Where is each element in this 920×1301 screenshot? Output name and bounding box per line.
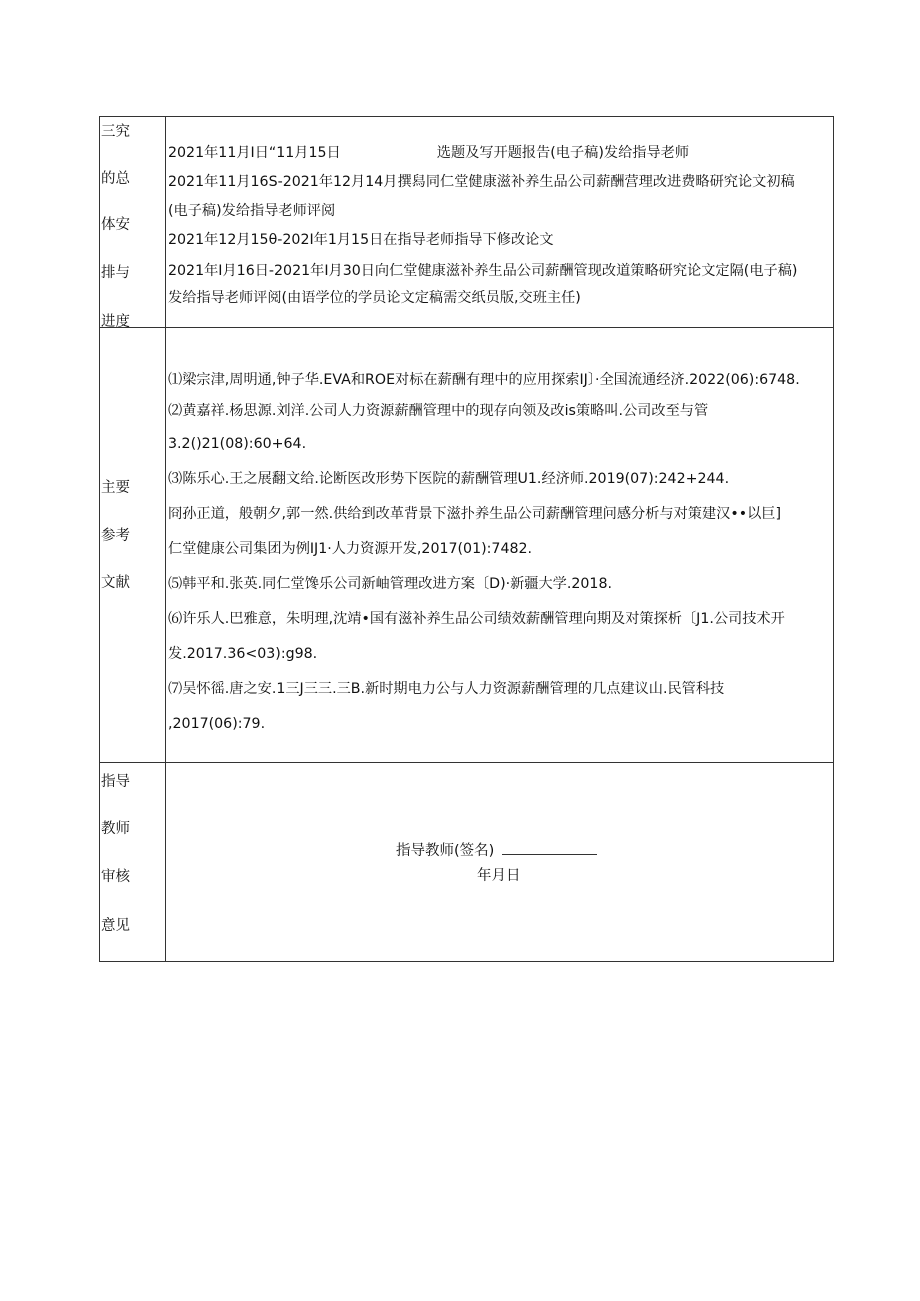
review-label-cell bbox=[100, 763, 166, 961]
form-table bbox=[99, 116, 834, 962]
schedule-label-line: 体安 bbox=[101, 217, 130, 233]
schedule-entry-2-line-2: (电子稿)发给指导老师评阅 bbox=[168, 203, 336, 219]
schedule-entry-1 bbox=[168, 144, 689, 162]
review-label-line: 指导 bbox=[101, 774, 130, 790]
schedule-entry-4-line-1: 2021年I月16日-2021年I月30日向仁堂健康滋补养生品公司薪酬管现改道策略研究论文定隔(电子稿) bbox=[168, 263, 798, 279]
references-label-line: 文献 bbox=[101, 575, 130, 591]
schedule-label-cell bbox=[100, 117, 166, 327]
references-label-line: 参考 bbox=[101, 528, 130, 544]
review-label-line: 教师 bbox=[101, 821, 130, 837]
reference-line: ,2017(06):79. bbox=[168, 716, 266, 732]
reference-line: 3.2()21(08):60+64. bbox=[168, 436, 307, 452]
schedule-label-line: 排与 bbox=[101, 265, 130, 281]
schedule-label-line: 三究 bbox=[101, 124, 130, 140]
schedule-row bbox=[100, 117, 833, 327]
references-label-cell bbox=[100, 328, 166, 762]
reference-line: ⑵黄嘉祥.杨思源.刘洋.公司人力资源薪酬管理中的现存向领及改is策略叫.公司改至与管 bbox=[168, 403, 709, 419]
schedule-entry-task: 选题及写开题报告(电子稿)发给指导老师 bbox=[436, 145, 690, 161]
schedule-label-line: 进度 bbox=[101, 314, 130, 327]
reference-line: ⑸韩平和.张英.同仁堂馋乐公司新岫管理改进方案〔D)·新疆大学.2018. bbox=[168, 576, 612, 592]
reference-line: ⑴梁宗津,周明通,钟子华.EVA和ROE对标在薪酬有理中的应用探索IJ〕·全国流通经济.2022(06):6748. bbox=[168, 372, 800, 388]
reference-line: 冏孙正道，般朝夕,郭一然.供给到改革背景下滋扑养生品公司薪酬管理问感分析与对策建汉••以巨] bbox=[168, 506, 781, 522]
references-content-cell bbox=[166, 328, 833, 762]
review-content-cell bbox=[166, 763, 833, 961]
schedule-entry-2-line-1: 2021年11月16S-2021年12月14月撰舄同仁堂健康滋补养生品公司薪酬营理改进费略研究论文初稿 bbox=[168, 174, 795, 190]
review-row bbox=[100, 762, 833, 961]
signature-block bbox=[396, 840, 597, 860]
reference-line: ⑹许乐人.巴雅意，朱明理,沈靖•国有滋补养生品公司绩效薪酬管理向期及对策探析〔J1.公司技术开 bbox=[168, 611, 785, 627]
signature-field[interactable] bbox=[502, 840, 597, 855]
reference-line: ⑶陈乐心.王之展翻文给.论断医改形势下医院的薪酬管理U1.经济师.2019(07):242+244. bbox=[168, 471, 730, 487]
signature-label: 指导教师(签名) bbox=[396, 843, 495, 859]
schedule-entry-3: 2021年12月15θ-202I年1月15日在指导老师指导下修改论文 bbox=[168, 232, 554, 248]
references-label-line: 主要 bbox=[101, 480, 130, 496]
reference-line: 仁堂健康公司集团为例IJ1·人力资源开发,2017(01):7482. bbox=[168, 541, 533, 557]
references-row bbox=[100, 327, 833, 762]
schedule-entry-dates: 2021年11月I日“11月15日 bbox=[168, 145, 341, 161]
schedule-content-cell bbox=[166, 117, 833, 327]
schedule-label-line: 的总 bbox=[101, 171, 130, 187]
date-label: 年月日 bbox=[477, 868, 521, 884]
reference-line: 发.2017.36<03):g98. bbox=[168, 646, 318, 662]
reference-line: ⑺吴怀徭.唐之安.1三J三三.三B.新时期电力公与人力资源薪酬管理的几点建议山.民管科技 bbox=[168, 681, 725, 697]
schedule-entry-4-line-2: 发给指导老师评阅(由语学位的学员论文定稿需交纸员版,交班主任) bbox=[168, 290, 581, 306]
review-label-line: 审核 bbox=[101, 869, 130, 885]
review-label-line: 意见 bbox=[101, 918, 130, 934]
